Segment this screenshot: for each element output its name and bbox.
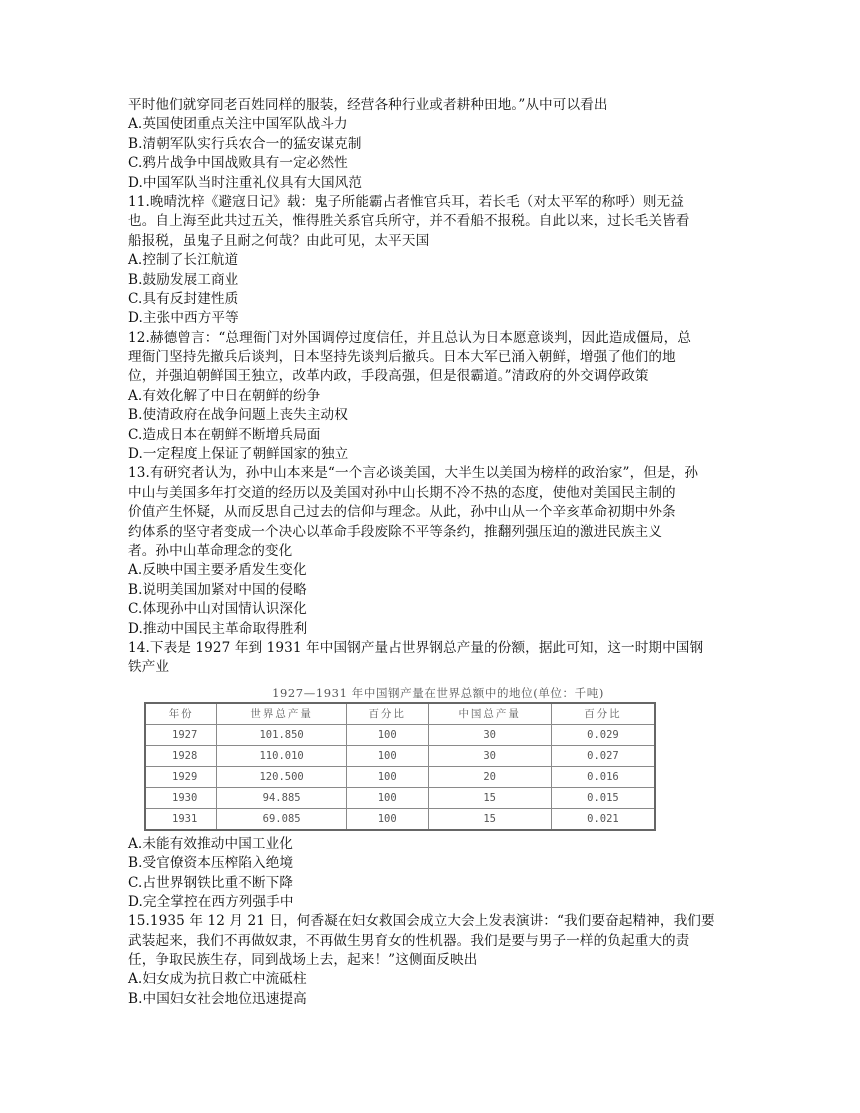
option-line: A.有效化解了中日在朝鲜的纷争 (128, 387, 321, 404)
cell-world-output: 120.500 (217, 766, 347, 787)
option-line: D.一定程度上保证了朝鲜国家的独立 (128, 446, 349, 463)
cell-world-percent: 100 (346, 787, 428, 808)
header-china-output: 中国总产量 (428, 703, 551, 725)
table-row (145, 745, 655, 766)
text-line: 船报税，虽鬼子且耐之何哉？由此可见，太平天国 (128, 232, 430, 249)
table-row (145, 766, 655, 787)
cell-world-output: 69.085 (217, 808, 347, 830)
option-line: B.受官僚资本压榨陷入绝境 (128, 855, 294, 872)
text-line: 铁产业 (128, 659, 170, 676)
option-line: B.说明美国加紧对中国的侵略 (128, 581, 307, 598)
text-line: 武装起来，我们不再做奴隶，不再做生男育女的性机器。我们是要与男子一样的负起重大的责 (128, 932, 690, 949)
cell-world-percent: 100 (346, 724, 428, 745)
cell-world-percent: 100 (346, 745, 428, 766)
text-line: 理衙门坚持先撤兵后谈判，日本坚持先谈判后撤兵。日本大军已涌入朝鲜，增强了他们的地 (128, 349, 676, 366)
cell-china-percent: 0.027 (551, 745, 655, 766)
cell-world-output: 101.850 (217, 724, 347, 745)
option-line: B.中国妇女社会地位迅速提高 (128, 990, 307, 1007)
option-line: A.英国使团重点关注中国军队战斗力 (128, 116, 348, 133)
exam-page (128, 96, 728, 1009)
cell-year: 1929 (145, 766, 217, 787)
header-world-percent: 百分比 (346, 703, 428, 725)
cell-year: 1928 (145, 745, 217, 766)
option-line: B.鼓励发展工商业 (128, 271, 239, 288)
cell-china-percent: 0.029 (551, 724, 655, 745)
option-line: D.中国军队当时注重礼仪具有大国风范 (128, 174, 363, 191)
cell-china-output: 15 (428, 808, 551, 830)
option-line: A.妇女成为抗日救亡中流砥柱 (128, 971, 307, 988)
text-line: 价值产生怀疑，从而反思自己过去的信仰与理念。从此，孙中山从一个辛亥革命初期中外条 (128, 504, 676, 521)
text-line: 者。孙中山革命理念的变化 (128, 542, 293, 559)
header-world-output: 世界总产量 (217, 703, 347, 725)
steel-table-figure (128, 684, 728, 831)
option-line: C.具有反封建性质 (128, 290, 239, 307)
option-line: C.体现孙中山对国情认识深化 (128, 601, 307, 618)
option-line: A.未能有效推动中国工业化 (128, 835, 293, 852)
option-line: D.主张中西方平等 (128, 310, 239, 327)
option-line: D.推动中国民主革命取得胜利 (128, 620, 308, 637)
cell-china-output: 20 (428, 766, 551, 787)
option-line: C.占世界钢铁比重不断下降 (128, 874, 294, 891)
option-line: C.造成日本在朝鲜不断增兵局面 (128, 426, 321, 443)
question-12-stem: 12.赫德曾言：“总理衙门对外国调停过度信任，并且总认为日本愿意谈判，因此造成僵局，总 (128, 329, 692, 346)
text-line: 约体系的坚守者变成一个决心以革命手段废除不平等条约，推翻列强压迫的激进民族主义 (128, 523, 663, 540)
question-block-upper (128, 96, 728, 678)
steel-output-table (144, 702, 656, 831)
question-15-stem: 15.1935 年 12 月 21 日，何香凝在妇女救国会成立大会上发表演讲：“我们要奋起精神，我们要 (128, 913, 715, 930)
text-line: 也。自上海至此共过五关，惟得胜关系官兵所守，并不看船不报税。自此以来，过长毛关皆看 (128, 213, 690, 230)
question-14-stem: 14.下表是 1927 年到 1931 年中国钢产量占世界钢总产量的份额，据此可知，这一时期中国钢 (128, 639, 704, 656)
cell-world-output: 94.885 (217, 787, 347, 808)
cell-world-percent: 100 (346, 808, 428, 830)
cell-year: 1930 (145, 787, 217, 808)
cell-china-output: 30 (428, 745, 551, 766)
cell-world-output: 110.010 (217, 745, 347, 766)
cell-china-percent: 0.016 (551, 766, 655, 787)
text-line: 任，争取民族生存，同到战场上去，起来！”这侧面反映出 (128, 952, 478, 969)
cell-china-percent: 0.015 (551, 787, 655, 808)
option-line: B.使清政府在战争问题上丧失主动权 (128, 407, 348, 424)
option-line: D.完全掌控在西方列强手中 (128, 893, 294, 910)
header-china-percent: 百分比 (551, 703, 655, 725)
cell-year: 1927 (145, 724, 217, 745)
table-row (145, 787, 655, 808)
text-line: 位，并强迫朝鲜国王独立，改革内政，手段高强，但是很霸道。”清政府的外交调停政策 (128, 368, 649, 385)
text-line: 中山与美国多年打交道的经历以及美国对孙中山长期不冷不热的态度，使他对美国民主制的 (128, 484, 676, 501)
text-line: 平时他们就穿同老百姓同样的服装，经营各种行业或者耕种田地。”从中可以看出 (128, 97, 608, 113)
header-year: 年份 (145, 703, 217, 725)
cell-china-percent: 0.021 (551, 808, 655, 830)
cell-china-output: 30 (428, 724, 551, 745)
question-11-stem: 11.晚晴沈梓《避寇日记》载：鬼子所能霸占者惟官兵耳，若长毛（对太平军的称呼）则无益 (128, 193, 684, 210)
option-line: A.控制了长江航道 (128, 252, 239, 269)
option-line: C.鸦片战争中国战败具有一定必然性 (128, 155, 348, 172)
option-line: B.清朝军队实行兵农合一的猛安谋克制 (128, 135, 362, 152)
table-header-row (145, 703, 655, 725)
option-line: A.反映中国主要矛盾发生变化 (128, 562, 307, 579)
cell-china-output: 15 (428, 787, 551, 808)
table-row (145, 808, 655, 830)
question-13-stem: 13.有研究者认为，孙中山本来是“一个言必谈美国，大半生以美国为榜样的政治家”，但是，孙 (128, 465, 699, 482)
cell-world-percent: 100 (346, 766, 428, 787)
table-row (145, 724, 655, 745)
table-caption: 1927—1931 年中国钢产量在世界总额中的地位(单位：千吨) (272, 685, 604, 700)
cell-year: 1931 (145, 808, 217, 830)
question-block-lower (128, 835, 728, 1010)
